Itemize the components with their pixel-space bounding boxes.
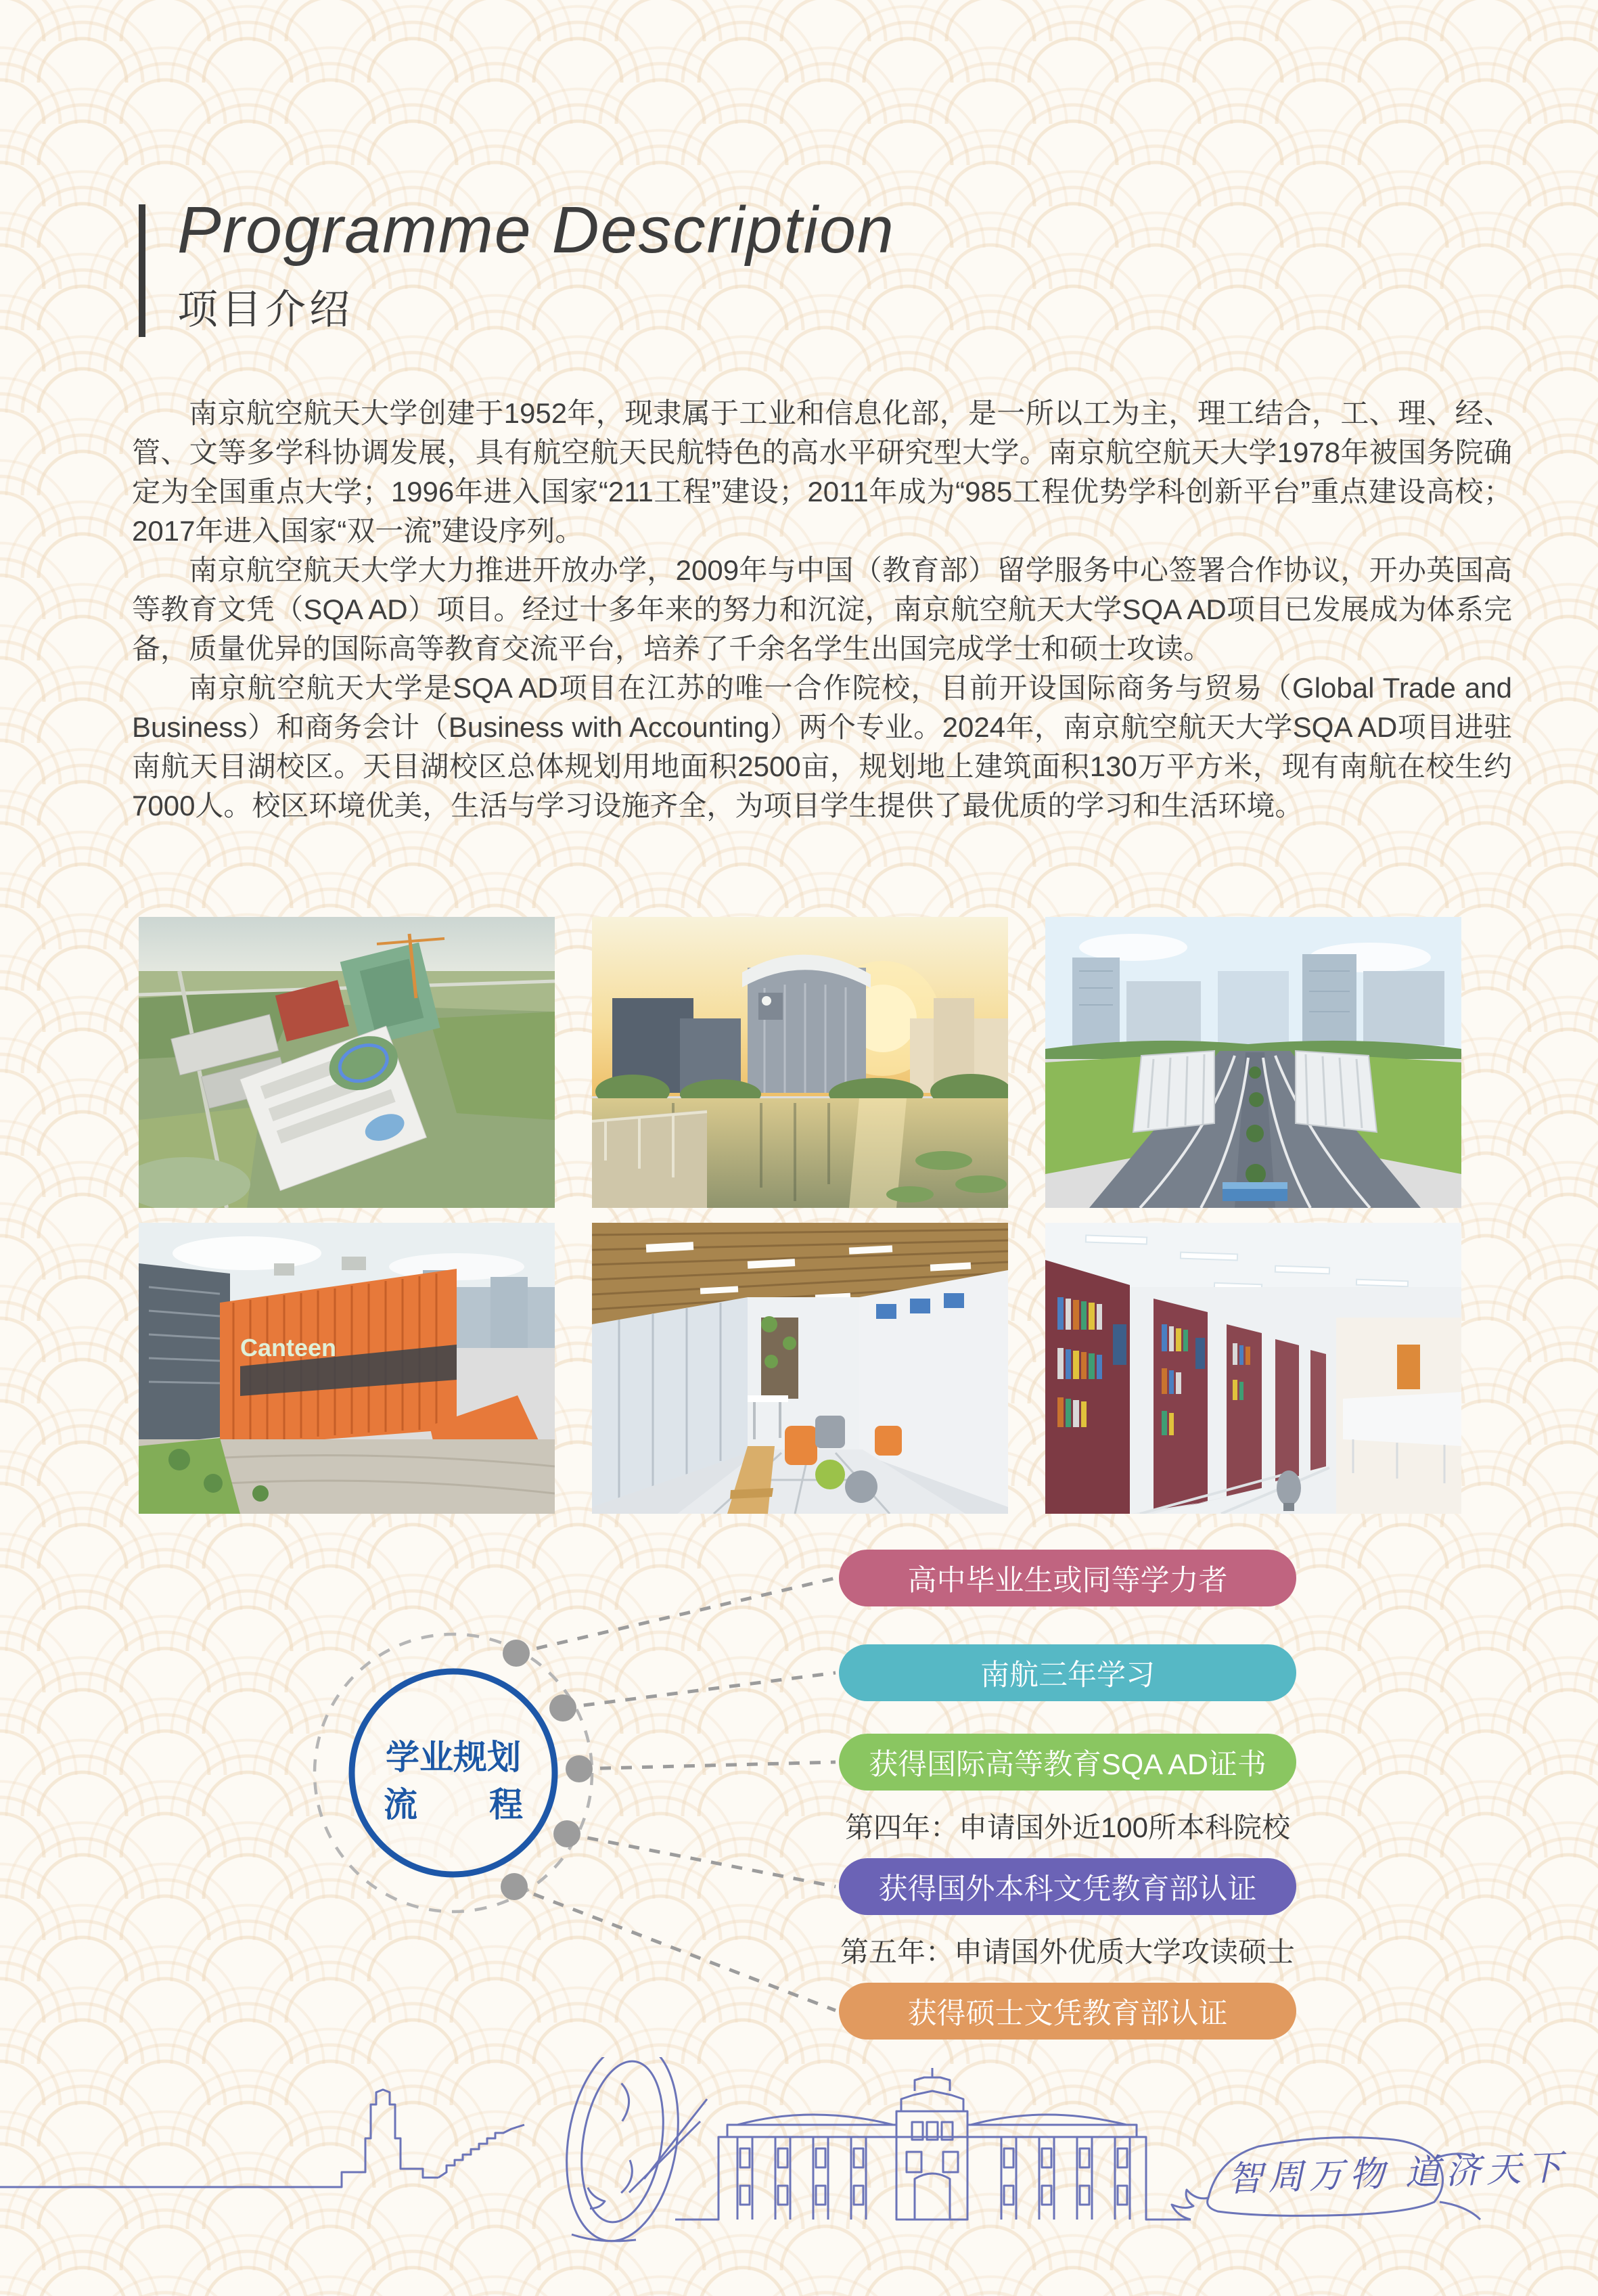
photo-study-lounge xyxy=(592,1223,1008,1514)
photo-library-shelves xyxy=(1045,1223,1461,1514)
lakeside-sunset-illustration xyxy=(592,917,1008,1208)
flow-hub-label xyxy=(352,1734,555,1828)
library-illustration xyxy=(1045,1223,1461,1514)
page-title: Programme Description xyxy=(177,193,895,267)
photo-campus-aerial xyxy=(139,917,555,1208)
intro-text xyxy=(132,394,1512,826)
flow-step-3: 获得国际高等教育SQA AD证书 xyxy=(839,1734,1296,1791)
flow-step-4: 获得国外本科文凭教育部认证 xyxy=(839,1858,1296,1915)
page-subtitle: 项目介绍 xyxy=(177,287,353,332)
flow-step-2: 南航三年学习 xyxy=(839,1644,1296,1701)
photo-campus-gate xyxy=(1045,917,1461,1208)
flow-note-year4: 第四年：申请国外近100所本科院校 xyxy=(844,1811,1291,1843)
paragraph-1: 南京航空航天大学创建于1952年，现隶属于工业和信息化部，是一所以工为主，理工结合，工、理、经、管、文等多学科协调发展，具有航空航天民航特色的高水平研究型大学。南京航空航天大学1978年被国务院确定为全国重点大学；1996年进入国家“211工程”建设；2011年成为“985工程优势学科创新平台”重点建设高校；2017年进入国家“双一流”建设序列。 xyxy=(132,397,1512,547)
canteen-sign-text: Canteen xyxy=(240,1334,337,1361)
flow-connectors xyxy=(0,1509,1598,2118)
paragraph-2: 南京航空航天大学大力推进开放办学，2009年与中国（教育部）留学服务中心签署合作协议，开办英国高等教育文凭（SQA AD）项目。经过十多年来的努力和沉淀，南京航空航天大学SQA AD项目已发展成为体系完备，质量优异的国际高等教育交流平台，培养了千余名学生出国完成学士和硕士攻读。 xyxy=(132,554,1512,665)
flow-hub-line2: 流 程 xyxy=(384,1786,554,1824)
flow-step-5: 获得硕士文凭教育部认证 xyxy=(839,1983,1296,2040)
campus-skyline-lineart xyxy=(0,2057,1598,2260)
photo-lakeside-sunset xyxy=(592,917,1008,1208)
flow-step-1: 高中毕业生或同等学力者 xyxy=(839,1550,1296,1606)
canteen-illustration xyxy=(139,1223,555,1514)
motto-calligraphy: 智周万物 道济天下 xyxy=(1227,2148,1568,2199)
photo-canteen-building xyxy=(139,1223,555,1514)
campus-aerial-illustration xyxy=(139,917,555,1208)
study-plan-flowchart xyxy=(0,1509,1598,2118)
photo-gallery xyxy=(139,917,1461,1514)
title-accent-bar xyxy=(139,204,145,337)
paragraph-3: 南京航空航天大学是SQA AD项目在江苏的唯一合作院校，目前开设国际商务与贸易（Global Trade and Business）和商务会计（Business with Accounting）两个专业。2024年，南京航空航天大学SQA AD项目进驻南航天目湖校区。天目湖校区总体规划用地面积2500亩，规划地上建筑面积130万平方米，现有南航在校生约7000人。校区环境优美，生活与学习设施齐全，为项目学生提供了最优质的学习和生活环境。 xyxy=(132,672,1512,821)
flow-hub-line1: 学业规划 xyxy=(386,1738,521,1776)
campus-gate-illustration xyxy=(1045,917,1461,1208)
study-lounge-illustration xyxy=(592,1223,1008,1514)
flow-note-year5: 第五年：申请国外优质大学攻读硕士 xyxy=(840,1936,1295,1968)
